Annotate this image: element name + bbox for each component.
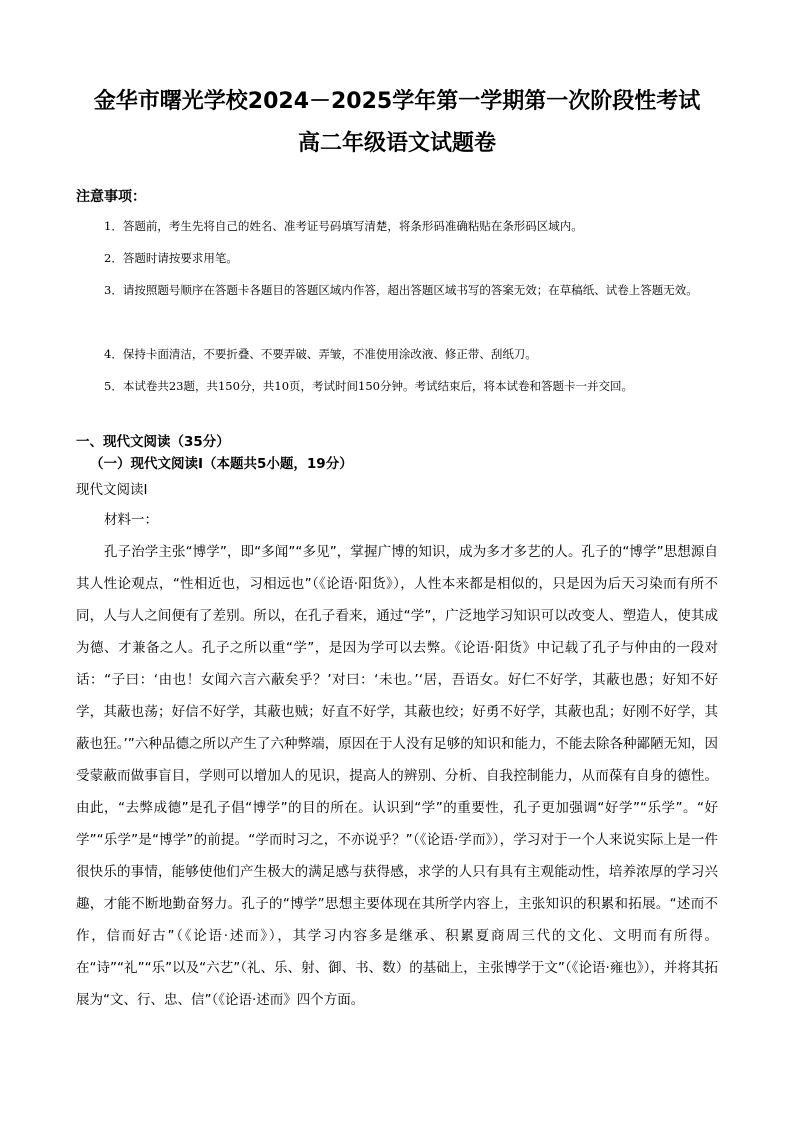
notice-item-1: 1．答题前，考生先将自己的姓名、准考证号码填写清楚，将条形码准确粘贴在条形码区域内。 [104,219,583,233]
notice-item-2: 2．答题时请按要求用笔。 [104,251,238,265]
exam-title: 金华市曙光学校2024－2025学年第一学期第一次阶段性考试 [93,89,701,114]
section-heading: 一、现代文阅读（35分） [76,434,230,450]
notice-item-3: 3．请按照题号顺序在答题卡各题目的答题区域内作答，超出答题区域书写的答案无效；在草稿纸、试卷上答题无效。 [104,283,698,297]
notice-heading: 注意事项： [76,189,146,205]
section-label: 现代文阅读Ⅰ [76,482,148,498]
material-label: 材料一： [104,512,158,528]
exam-subtitle: 高二年级语文试题卷 [297,131,496,156]
notice-item-5: 5．本试卷共23题，共150分，共10页，考试时间150分钟。考试结束后，将本试卷和答题卡一并交回。 [104,379,633,393]
notice-item-4: 4．保持卡面清洁，不要折叠、不要弄破、弄皱，不准使用涂改液、修正带、刮纸刀。 [104,347,537,361]
material-paragraph: 孔子治学主张“博学”，即“多闻”“多见”，掌握广博的知识，成为多才多艺的人。孔子的“博学”思想源自其人性论观点，“性相近也，习相远也”（《论语·阳货》），人性本来都是相似的，只是因为后天习染而有所不同，人与人之间便有了差别。所以，在孔子看来，通过“学”，广泛地学习知识可以改变人、塑造人，使其成为德、才兼备之人。孔子之所以重“学”，是因为学可以去弊。《论语·阳货》中记载了孔子与仲由的一段对话：“子曰：‘由也！女闻六言六蔽矣乎？’对曰：‘未也。’‘居，吾语女。好仁不好学，其蔽也愚；好知不好学，其蔽也荡；好信不好学，其蔽也贼；好直不好学，其蔽也绞；好勇不好学，其蔽也乱；好刚不好学，其蔽也狂。’”六种品德之所以产生了六种弊端，原因在于人没有足够的知识和能力，不能去除各种鄙陋无知，因受蒙蔽而做事盲目，学则可以增加人的见识，提高人的辨别、分析、自我控制能力，从而葆有自身的德性。由此，“去弊成德”是孔子倡“博学”的目的所在。认识到“学”的重要性，孔子更加强调“好学”“乐学”。“好学”“乐学”是“博学”的前提。“学而时习之，不亦说乎？”（《论语·学而》），学习对于一个人来说实际上是一件很快乐的事情，能够使他们产生极大的满足感与获得感，求学的人只有具有主观能动性，培养浓厚的学习兴趣，才能不断地勤奋努力。孔子的“博学”思想主要体现在其所学内容上，主张知识的积累和拓展。“述而不作，信而好古”（《论语·述而》），其学习内容多是继承、积累夏商周三代的文化、文明而有所得。在“诗”“礼”“乐”以及“六艺”（礼、乐、射、御、书、数）的基础上，主张博学于文”（《论语·雍也》），并将其拓展为“文、行、忠、信”（《论语·述而》四个方面。 [76,544,718,1008]
section-subheading: （一）现代文阅读Ⅰ（本题共5小题，19分） [90,456,353,472]
